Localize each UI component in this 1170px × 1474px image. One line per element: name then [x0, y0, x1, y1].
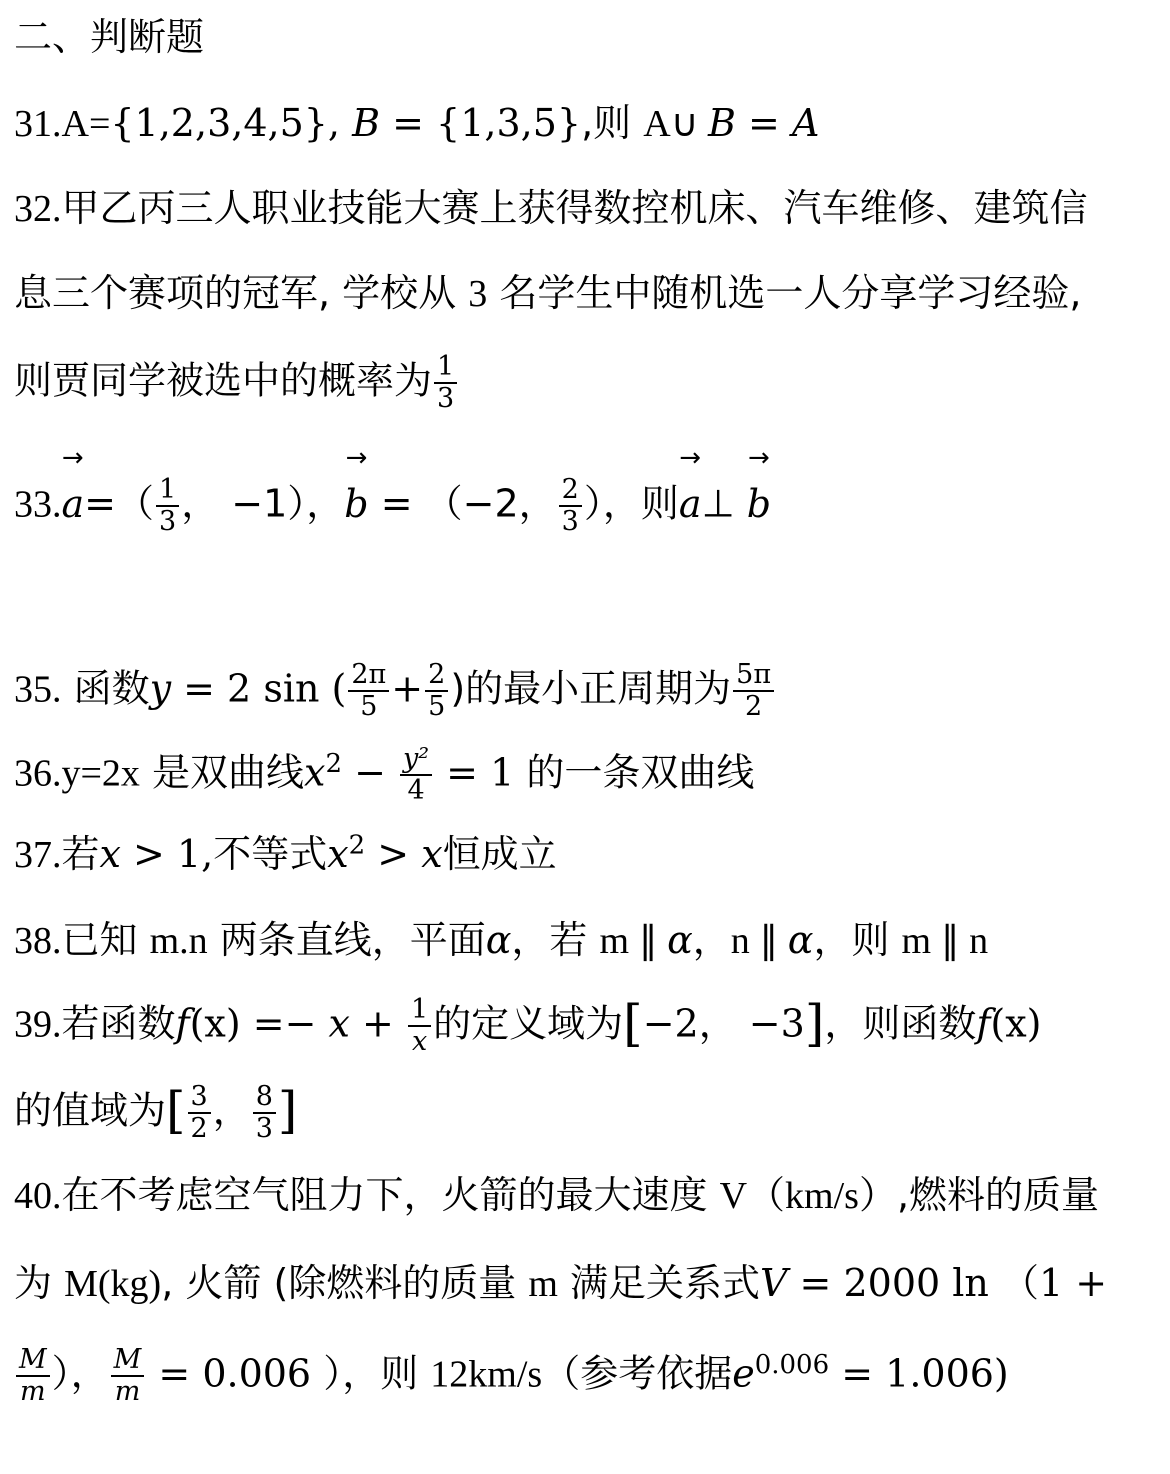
q36-eq: = 1 — [434, 750, 527, 795]
q33-vector-b: → b — [344, 479, 368, 529]
q37-gt2: > — [365, 832, 422, 876]
q35-y: y — [149, 666, 172, 711]
q39-range-left-bracket: [ — [166, 1081, 186, 1140]
q36-fraction: $\frac{\text{y²}}{4}$ — [400, 744, 432, 806]
q38-n-par: n ∥ — [730, 920, 788, 962]
q40-V: V — [760, 1261, 788, 1305]
question-40-line-2 — [14, 1258, 1107, 1309]
q39-eq: =− — [240, 1001, 329, 1046]
question-38 — [14, 915, 988, 966]
q32-count: 3 — [468, 273, 488, 315]
q39-x-par2: (x) — [990, 1001, 1042, 1046]
q40-formula: = 2000 ln （1 + — [787, 1261, 1108, 1305]
q38-text-2: 两条直线，平面 — [207, 918, 486, 962]
q38-mn: m.n — [149, 920, 208, 962]
q37-text-1: 若 — [61, 832, 100, 876]
q40-speed: 12km/s — [430, 1353, 543, 1396]
q40-fraction-2: $\frac{M}{m}$ — [111, 1345, 145, 1407]
q33-eq1: =（ — [84, 481, 154, 526]
q37-number: 37. — [14, 834, 62, 876]
q39-text-2: 的定义域为 — [433, 1001, 624, 1046]
q40-eq2: = 0.006 ），则 — [146, 1351, 431, 1396]
q33-mid: ， −1）， — [181, 481, 345, 526]
question-35 — [14, 660, 776, 722]
q36-square: 2 — [325, 748, 343, 779]
section-title: 二、判断题 — [14, 15, 205, 59]
question-33 — [14, 442, 772, 537]
question-36 — [14, 744, 754, 806]
q39-number: 39. — [14, 1003, 62, 1046]
q38-text-1: 已知 — [61, 918, 150, 962]
vector-arrow-icon: → — [61, 442, 84, 473]
q40-exponent: 0.006 — [754, 1349, 830, 1380]
q36-text-2: 的一条双曲线 — [526, 750, 755, 795]
q32-number: 32. — [14, 188, 62, 230]
q40-fraction-1: $\frac{M}{m}$ — [16, 1345, 50, 1407]
q31-eq2: = — [735, 101, 792, 145]
question-31 — [14, 98, 819, 149]
q38-mn-par: m ∥ n — [901, 920, 989, 962]
q37-x3: x — [421, 832, 443, 876]
q40-e: e — [732, 1351, 755, 1396]
q40-close: ）， — [51, 1351, 109, 1396]
q31-set-a-label: A= — [61, 103, 111, 145]
q35-eq: = 2 sin ( — [171, 666, 347, 711]
q31-eq: = — [380, 101, 437, 145]
q39-text-1: 若函数 — [61, 1001, 176, 1046]
q39-range-fraction-2: $\frac{8}{3}$ — [253, 1082, 276, 1144]
vector-arrow-icon: → — [345, 442, 368, 473]
q32-frac-den: 3 — [437, 383, 455, 414]
q32-fraction — [434, 352, 457, 414]
vector-arrow-icon: → — [747, 442, 770, 473]
q32-text-line-3: 则贾同学被选中的概率为 — [14, 358, 433, 403]
q36-text-1: 是双曲线 — [139, 750, 305, 795]
q40-number: 40. — [14, 1175, 62, 1217]
question-32-line-1 — [14, 183, 1088, 234]
q40-kg-unit: (kg) — [97, 1263, 162, 1305]
vector-arrow-icon: → — [679, 442, 702, 473]
q40-text-2c: 满足关系式 — [557, 1261, 761, 1305]
q31-union: A∪ — [643, 103, 709, 145]
q38-m-par: m ∥ — [599, 920, 668, 962]
question-39-line-1 — [14, 995, 1042, 1057]
q40-text-1: 在不考虑空气阻力下，火箭的最大速度 — [61, 1173, 720, 1217]
q36-number: 36. — [14, 752, 62, 795]
q36-x: x — [304, 750, 326, 795]
q40-ref: （参考依据 — [542, 1351, 733, 1396]
q33-eq2: = （−2， — [368, 481, 557, 526]
q37-gt1: > 1, — [120, 832, 214, 876]
q32-text-line-2b: 名学生中随机选一人分享学习经验, — [487, 271, 1082, 315]
q35-fraction-2: $\frac{2}{5}$ — [425, 660, 448, 722]
q38-number: 38. — [14, 920, 62, 962]
q39-plus: + — [349, 1001, 406, 1046]
q33-vector-a: → a — [62, 479, 85, 529]
q40-eq3: = 1.006) — [829, 1351, 1009, 1396]
q31-number: 31. — [14, 103, 62, 145]
q38-text-3: ，若 — [511, 918, 600, 962]
q38-text-4: ，则 — [813, 918, 902, 962]
question-40-line-1 — [14, 1170, 1099, 1221]
q39-domain: −2， −3 — [642, 1001, 805, 1046]
q33-fraction-1: $\frac{1}{3}$ — [156, 475, 179, 537]
q35-text-1: 函数 — [61, 666, 150, 711]
q39-range-comma: ， — [212, 1088, 251, 1133]
q32-text-line-1: 甲乙丙三人职业技能大赛上获得数控机床、汽车维修、建筑信 — [61, 186, 1088, 230]
q38-alpha2: α — [667, 918, 693, 962]
q37-x: x — [99, 832, 121, 876]
q33-perp: ⊥ — [701, 481, 747, 526]
q40-m: m — [528, 1263, 558, 1305]
q40-v: V — [719, 1175, 748, 1217]
q33-number: 33. — [14, 483, 62, 526]
q39-right-bracket: ] — [804, 994, 825, 1053]
q36-minus: − — [342, 750, 399, 795]
q31-then: ,则 — [581, 101, 644, 145]
q39-range-right-bracket: ] — [277, 1081, 298, 1140]
q39-f2: f — [976, 1001, 991, 1046]
q35-text-2: )的最小正周期为 — [450, 666, 732, 711]
q38-alpha3: α — [787, 918, 814, 962]
q39-range-fraction-1: $\frac{3}{2}$ — [188, 1082, 211, 1144]
q40-text-2b: , 火箭 (除燃料的质量 — [161, 1261, 529, 1305]
q39-text-3: ，则函数 — [824, 1001, 977, 1046]
q33-vector-b2: → b — [747, 479, 771, 529]
q38-comma: ， — [692, 918, 731, 962]
q37-text-3: 恒成立 — [442, 832, 557, 876]
q32-text-line-2a: 息三个赛项的冠军, 学校从 — [14, 271, 469, 315]
q33-tail: ），则 — [583, 481, 679, 526]
q35-number: 35. — [14, 668, 62, 711]
q36-line-eq: y=2x — [61, 752, 140, 795]
q31-set-b: {1,3,5} — [436, 101, 582, 145]
question-32-line-3 — [14, 352, 459, 414]
q39-x-par: (x) — [189, 1001, 241, 1046]
question-39-line-2 — [14, 1082, 297, 1144]
q35-fraction-1: $\frac{2\pi}{5}$ — [348, 660, 389, 722]
q39-f: f — [175, 1001, 190, 1046]
question-37 — [14, 829, 557, 880]
q40-text-1b: ,燃料的质量 — [896, 1173, 1100, 1217]
q40-text-2a: 为 — [14, 1261, 65, 1305]
q40-M: M — [64, 1263, 98, 1305]
q35-plus: + — [391, 666, 424, 711]
q33-vector-a2: → a — [679, 479, 702, 529]
q39-left-bracket: [ — [623, 994, 643, 1053]
question-32-line-2 — [14, 268, 1081, 319]
q37-text-2: 不等式 — [213, 832, 328, 876]
q32-frac-num: 1 — [434, 352, 457, 384]
q37-square: 2 — [348, 830, 366, 861]
q37-x2: x — [327, 832, 349, 876]
q33-fraction-2: $\frac{2}{3}$ — [559, 475, 582, 537]
q38-alpha: α — [485, 918, 512, 962]
q31-b2: B — [708, 101, 736, 145]
q31-a2: A — [791, 101, 820, 145]
question-40-line-3 — [14, 1345, 1009, 1407]
q40-kms-unit: （km/s） — [747, 1175, 897, 1217]
q39-x: x — [328, 1001, 350, 1046]
q31-b: B — [352, 101, 381, 145]
q35-fraction-3: $\frac{5\pi}{2}$ — [733, 660, 774, 722]
q39-fraction: $\frac{1}{x}$ — [408, 995, 431, 1057]
q31-set-a: {1,2,3,4,5}, — [110, 101, 341, 145]
q39-line-2-text: 的值域为 — [14, 1088, 167, 1133]
